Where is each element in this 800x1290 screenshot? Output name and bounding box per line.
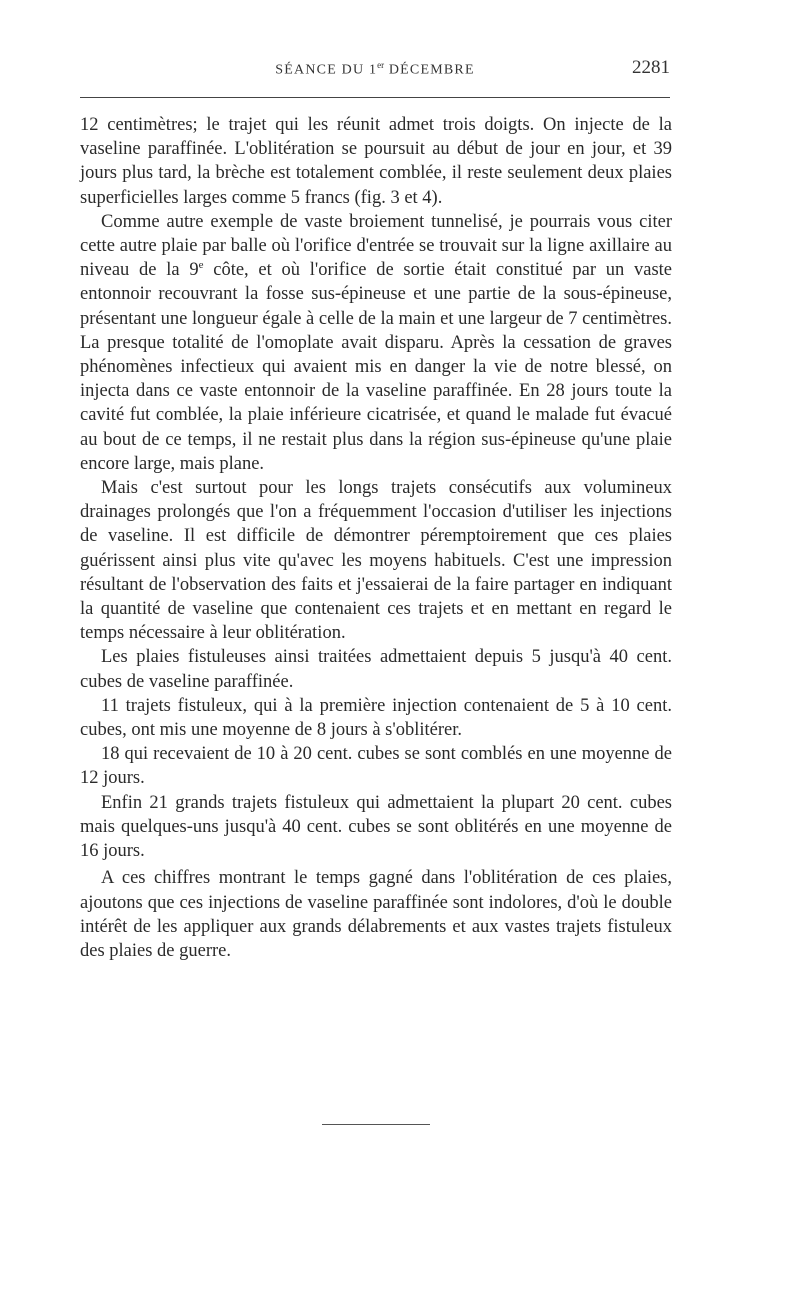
paragraph-3: Mais c'est surtout pour les longs trajets consécutifs aux volumineux drainages prolongés que l'on a fréquemment l'occasion d'utiliser les injections de vaseline. Il est difficile de démontrer péremptoirement que ces plaies guérissent ainsi plus vite qu'avec les moyens habituels. C'est une impression résultant de l'observation des faits et j'essaierai de la faire partager en indiquant la quantité de vaseline que contenaient ces trajets et en mettant en regard le temps nécessaire à leur oblitération. — [80, 478, 672, 644]
running-header — [80, 57, 670, 86]
paragraph-2: Comme autre exemple de vaste broiement tunnelisé, je pourrais vous citer cette autre plaie par balle où l'orifice d'entrée se trouvait sur la ligne axillaire au niveau de la 9e côte, et où l'orifice de sortie était constitué par un vaste entonnoir recouvrant la fosse sus-épineuse et une partie de la sous-épineuse, présentant une longueur égale à celle de la main et une largeur de 7 centimètres. La presque totalité de l'omoplate avait disparu. Après la cessation de graves phénomènes infectieux qui avaient mis en danger la vie de notre blessé, on injecta dans ce vaste entonnoir de la vaseline paraffinée. En 28 jours toute la cavité fut comblée, la plaie inférieure cicatrisée, et quand le malade fut évacué au bout de ce temps, il ne restait plus dans la région sus-épineuse qu'une plaie encore large, mais plane. — [80, 211, 673, 474]
header-rule — [80, 97, 670, 98]
ordinal-superscript: e — [198, 259, 204, 272]
paragraph-8: A ces chiffres montrant le temps gagné dans l'oblitération de ces plaies, ajoutons que ces injections de vaseline paraffinée sont indolores, d'où le double intérêt de les appliquer aux grands délabrements et aux vastes trajets fistuleux des plaies de guerre. — [80, 868, 672, 961]
paragraph-7: Enfin 21 grands trajets fistuleux qui admettaient la plupart 20 cent. cubes mais quelques-uns jusqu'à 40 cent. cubes se sont oblitérés en une moyenne de 16 jours. — [80, 792, 672, 862]
paragraph-4: Les plaies fistuleuses ainsi traitées admettaient depuis 5 jusqu'à 40 cent. cubes de vaseline paraffinée. — [80, 647, 672, 692]
running-title: SÉANCE DU 1er DÉCEMBRE — [275, 60, 475, 78]
page-number: 2281 — [632, 57, 670, 78]
ordinal-superscript: er — [377, 60, 385, 70]
paragraph-6: 18 qui recevaient de 10 à 20 cent. cubes se sont comblés en une moyenne de 12 jours. — [80, 744, 672, 789]
paragraph-5: 11 trajets fistuleux, qui à la première injection contenaient de 5 à 10 cent. cubes, ont mis une moyenne de 8 jours à s'oblitérer. — [80, 695, 672, 741]
end-rule — [322, 1124, 430, 1125]
body-text — [80, 113, 672, 963]
paragraph-1: 12 centimètres; le trajet qui les réunit admet trois doigts. On injecte de la vaseline paraffinée. L'oblitération se poursuit au début de jour en jour, et 39 jours plus tard, la brèche est totalement comblée, il reste seulement deux plaies superficielles larges comme 5 francs (fig. 3 et 4). — [80, 115, 672, 208]
